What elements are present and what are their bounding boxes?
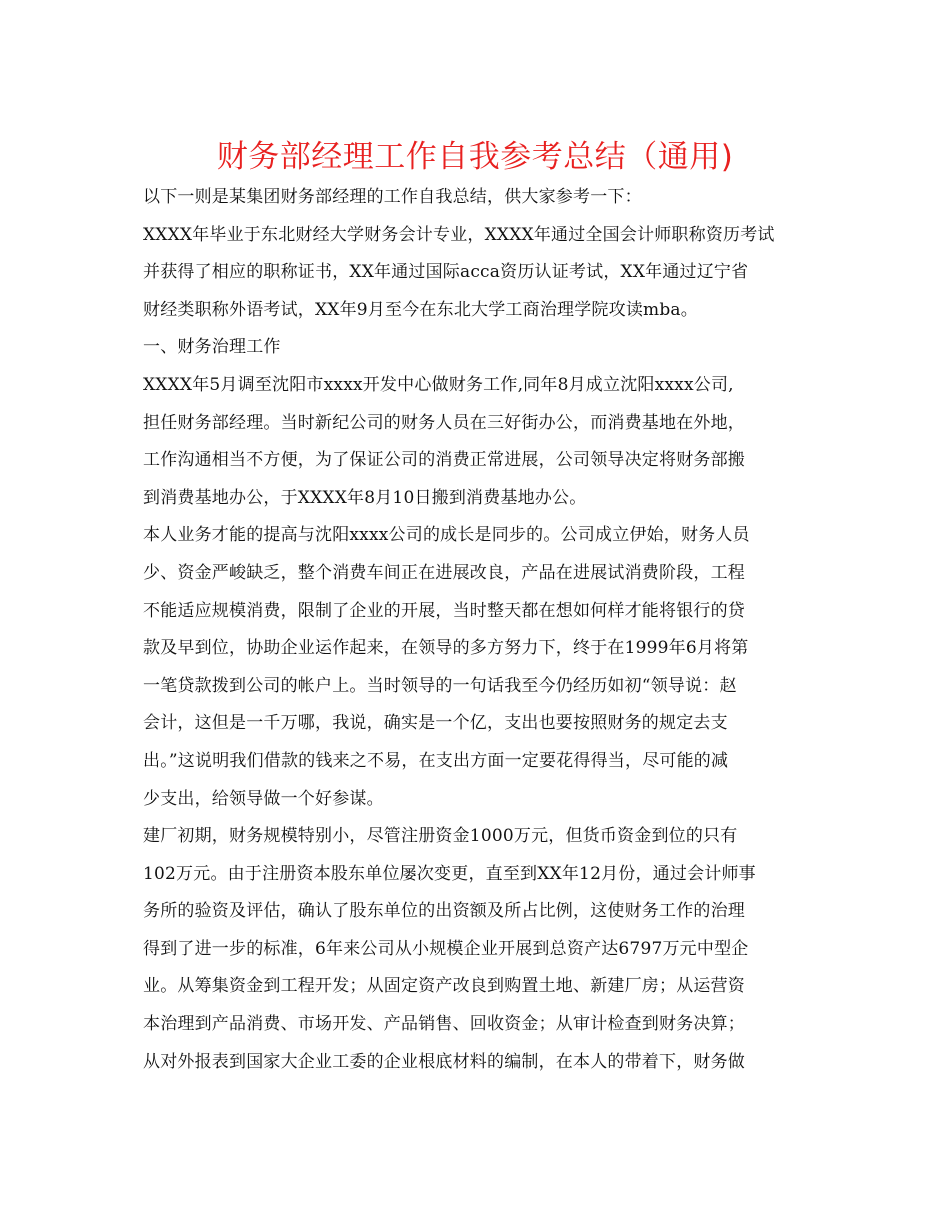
text-line: 出。”这说明我们借款的钱来之不易，在支出方面一定要花得得当，尽可能的减 [143,750,729,771]
text-line: 并获得了相应的职称证书，XX年通过国际acca资历认证考试，XX年通过辽宁省 [143,262,749,283]
text-line: 会计，这但是一千万哪，我说，确实是一个亿，支出也要按照财务的规定去支 [143,713,728,734]
text-line: 本治理到产品消费、市场开发、产品销售、回收资金；从审计检查到财务决算； [143,1014,745,1035]
text-line: 少支出，给领导做一个好参谋。 [143,788,384,809]
text-line: 财经类职称外语考试，XX年9月至今在东北大学工商治理学院攻读mba。 [143,299,698,320]
text-line: 从对外报表到国家大企业工委的企业根底材料的编制，在本人的带着下，财务做 [143,1051,745,1072]
text-line: 得到了进一步的标准，6年来公司从小规模企业开展到总资产达6797万元中型企 [143,938,749,959]
text-line: XXXX年5月调至沈阳市xxxx开发中心做财务工作,同年8月成立沈阳xxxx公司, [143,374,734,395]
text-line: 工作沟通相当不方便，为了保证公司的消费正常进展，公司领导决定将财务部搬 [143,450,745,471]
text-line: 款及早到位，协助企业运作起来，在领导的多方努力下，终于在1999年6月将第 [143,638,749,659]
text-line: XXXX年毕业于东北财经大学财务会计专业，XXXX年通过全国会计师职称资历考试 [143,224,775,245]
text-line: 以下一则是某集团财务部经理的工作自我总结，供大家参考一下： [143,187,642,207]
document-body [143,179,808,1081]
text-line: 本人业务才能的提高与沈阳xxxx公司的成长是同步的。公司成立伊始，财务人员 [143,525,750,546]
text-line: 业。从筹集资金到工程开发；从固定资产改良到购置土地、新建厂房；从运营资 [143,976,745,997]
document-title: 财务部经理工作自我参考总结（通用) [216,139,734,175]
text-line: 担任财务部经理。当时新纪公司的财务人员在三好街办公，而消费基地在外地， [143,412,745,433]
text-line: 少、资金严峻缺乏，整个消费车间正在进展改良，产品在进展试消费阶段，工程 [143,562,745,583]
text-line: 到消费基地办公，于XXXX年8月10日搬到消费基地办公。 [143,487,587,508]
text-line: 建厂初期，财务规模特别小，尽管注册资金1000万元，但货币资金到位的只有 [143,826,738,847]
text-line: 不能适应规模消费，限制了企业的开展，当时整天都在想如何样才能将银行的贷 [143,600,745,621]
section-heading: 一、财务治理工作 [143,337,281,358]
text-line: 务所的验资及评估，确认了股东单位的出资额及所占比例，这使财务工作的治理 [143,901,745,922]
text-line: 102万元。由于注册资本股东单位屡次变更，直至到XX年12月份，通过会计师事 [143,863,756,884]
text-line: 一笔贷款拨到公司的帐户上。当时领导的一句话我至今仍经历如初“领导说：赵 [143,675,737,696]
